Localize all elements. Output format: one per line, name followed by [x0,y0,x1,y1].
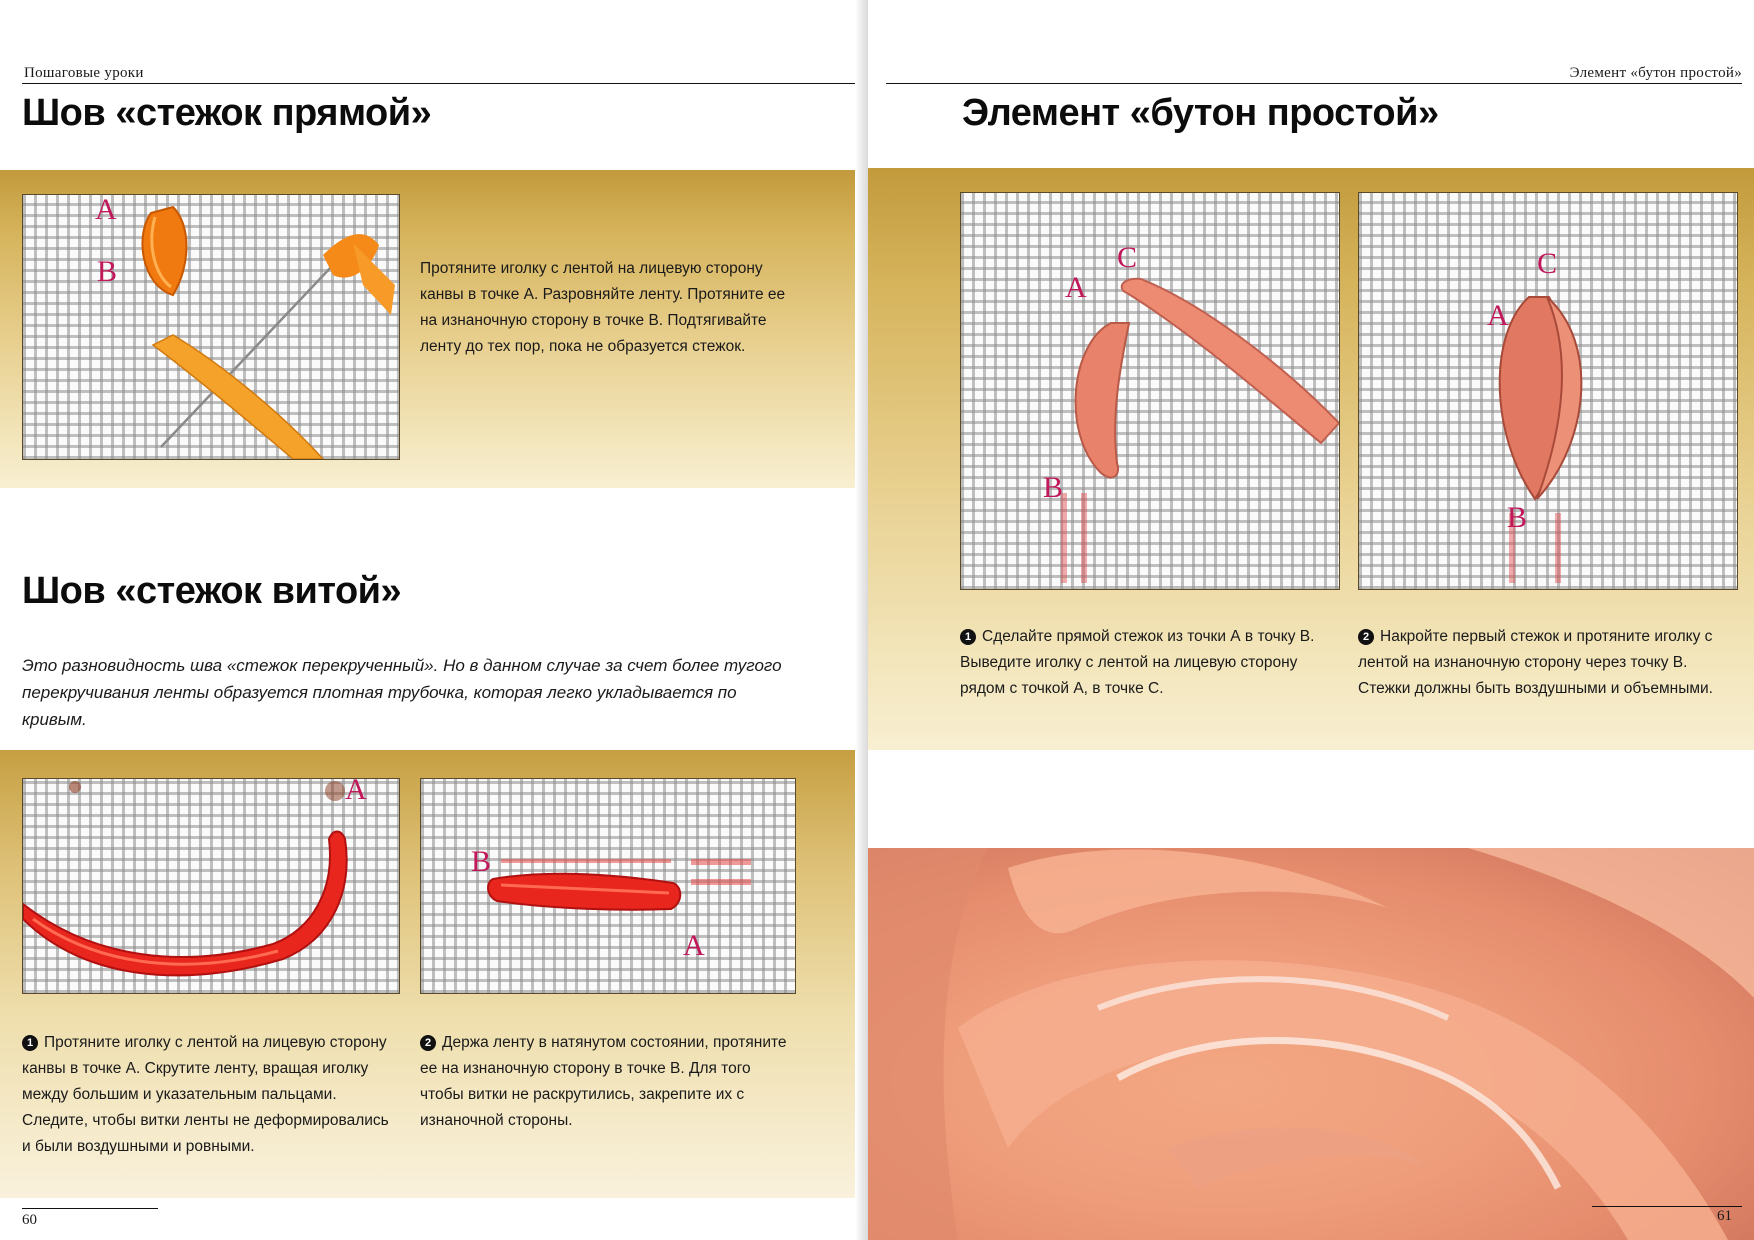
point-label: A [345,778,367,806]
section-title-simple-bud: Элемент «бутон простой» [962,92,1439,134]
twisted-step-1-text: Протяните иголку с лентой на лицевую сторону канвы в точке А. Скрутите ленту, вращая иголку между большим и указательным пальцами. Следите, чтобы витки ленты не деформировались и были воздушными и ровными. [22,1034,389,1155]
point-label: C [1117,241,1138,274]
photo-straight-stitch [22,194,400,460]
point-label: B [1043,471,1064,504]
ribbon-working [153,335,323,459]
rose-petals [868,848,1754,1240]
photo-bud-step-2 [1358,192,1738,590]
ribbon-working [1122,279,1339,443]
section-title-twisted-stitch: Шов «стежок витой» [22,570,402,612]
page-number-left: 60 [22,1212,37,1228]
step-number-2: 2 [1358,629,1374,645]
bud-step-2-text: Накройте первый стежок и протяните иголку с лентой на изнаночную сторону через точку В. Стежки должны быть воздушными и объемными. [1358,628,1713,697]
step-number-1: 1 [960,629,976,645]
photo-twisted-stitch-2 [420,778,796,994]
twisted-ribbon [23,832,347,976]
left-page [0,0,868,1240]
stain [325,781,345,801]
bud-step-2 [1358,624,1736,702]
point-label: A [95,194,117,226]
running-header-left: Пошаговые уроки [24,65,144,81]
twisted-stitch-intro: Это разновидность шва «стежок перекрученный». Но в данном случае за счет более тугого перекручивания ленты образуется плотная трубочка, которая легко укладывается по кривым. [22,656,782,729]
point-label: A [1065,271,1087,304]
point-label: B [471,845,492,878]
bud-step-1-text: Сделайте прямой стежок из точки А в точку В. Выведите иголку с лентой на лицевую сторону рядом с точкой А, в точке С. [960,628,1315,697]
twisted-step-2 [420,1030,794,1134]
footer-rule [22,1208,158,1209]
photo-twisted-stitch-1 [22,778,400,994]
page-number-right: 61 [1717,1208,1732,1224]
footer-rule [1592,1206,1742,1207]
header-rule [886,83,1742,84]
point-label: A [1487,299,1509,332]
point-label: C [1537,247,1558,280]
twisted-stitch-illustration-2 [421,779,795,993]
bud-step-1 [960,624,1338,702]
section-title-straight-stitch: Шов «стежок прямой» [22,92,432,134]
twisted-stitch-illustration-1 [23,779,399,993]
straight-stitch-illustration [23,195,399,459]
point-label: B [1507,501,1528,534]
running-header-right: Элемент «бутон простой» [1569,65,1742,81]
right-page [868,0,1754,1240]
bud-first-stitch [1076,323,1129,478]
red-thread-marks [1061,493,1087,583]
point-label: B [97,255,118,288]
rose-closeup-photo [868,848,1754,1240]
point-label: A [683,929,705,962]
step-number-2: 2 [420,1035,436,1051]
bud-step-1-illustration [961,193,1339,589]
stain [69,781,81,793]
step-number-1: 1 [22,1035,38,1051]
twisted-step-1 [22,1030,400,1160]
photo-bud-step-1 [960,192,1340,590]
header-rule [22,83,862,84]
straight-stitch-instructions: Протяните иголку с лентой на лицевую сторону канвы в точке А. Разровняйте ленту. Протяните ее на изнаночную сторону в точке В. Подтягивайте ленту до тех пор, пока не образуется стежок. [420,260,786,355]
twisted-step-2-text: Держа ленту в натянутом состоянии, протяните ее на изнаночную сторону в точке В. Для того чтобы витки не раскрутились, закрепите их с изнаночной стороны. [420,1034,787,1129]
